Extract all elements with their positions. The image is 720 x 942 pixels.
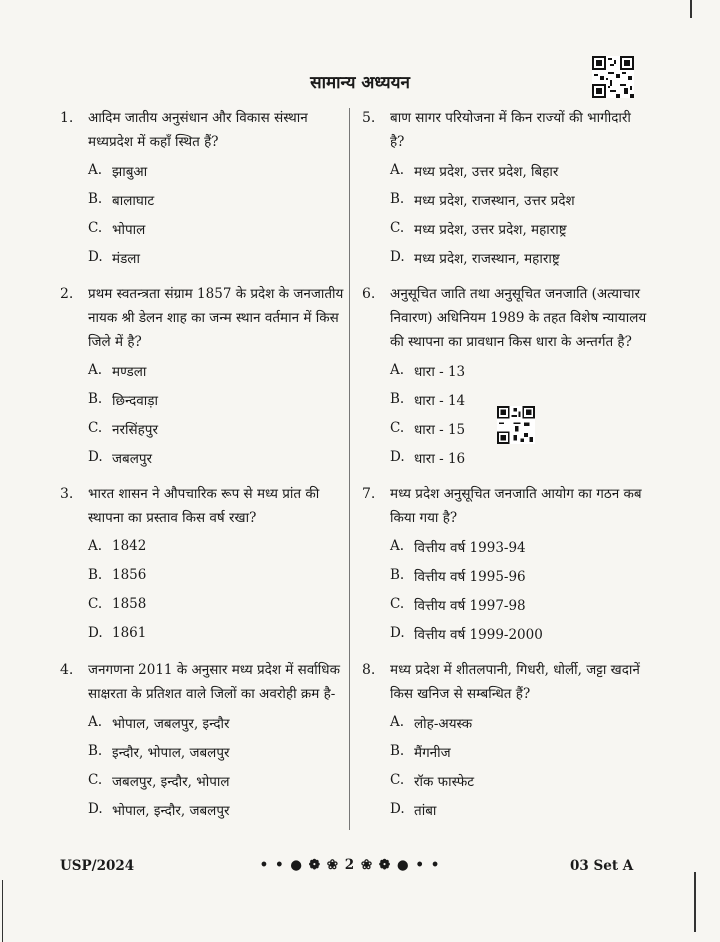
footer-set: 03 Set A bbox=[570, 858, 634, 874]
question-text: बाण सागर परियोजना में किन राज्यों की भागीदारी है? bbox=[390, 110, 631, 150]
option-label: D. bbox=[390, 449, 405, 465]
option-label: A. bbox=[390, 538, 405, 554]
option-label: D. bbox=[88, 249, 103, 265]
option bbox=[88, 801, 380, 830]
option bbox=[390, 743, 682, 772]
left-column bbox=[60, 106, 380, 830]
option-label: A. bbox=[88, 362, 103, 378]
option bbox=[390, 596, 682, 625]
option-label: C. bbox=[390, 220, 405, 236]
option bbox=[88, 596, 380, 625]
option bbox=[88, 625, 380, 654]
option bbox=[390, 191, 682, 220]
option-text: वित्तीय वर्ष 1995-96 bbox=[414, 569, 526, 585]
option-text: भोपाल, जबलपुर, इन्दौर bbox=[112, 716, 230, 732]
option bbox=[390, 391, 682, 420]
question-text: जनगणना 2011 के अनुसार मध्य प्रदेश में सर्वाधिक साक्षरता के प्रतिशत वाले जिलों का अवरोही क्रम है- bbox=[88, 662, 340, 702]
question-number: 6. bbox=[362, 286, 376, 302]
option-text: 1858 bbox=[112, 596, 147, 612]
option-label: A. bbox=[390, 362, 405, 378]
option-text: जबलपुर, इन्दौर, भोपाल bbox=[112, 774, 230, 790]
question-6 bbox=[362, 282, 682, 478]
option bbox=[390, 420, 682, 449]
option bbox=[390, 362, 682, 391]
option-label: A. bbox=[390, 714, 405, 730]
option bbox=[88, 449, 380, 478]
option-label: B. bbox=[88, 191, 103, 207]
option-label: D. bbox=[88, 625, 103, 641]
option bbox=[88, 191, 380, 220]
qr-code-icon bbox=[592, 56, 634, 98]
option bbox=[390, 538, 682, 567]
question-1 bbox=[60, 106, 380, 278]
right-column bbox=[362, 106, 682, 830]
option-text: नरसिंहपुर bbox=[112, 422, 158, 438]
option-label: C. bbox=[88, 772, 103, 788]
option bbox=[390, 625, 682, 654]
option bbox=[88, 362, 380, 391]
option bbox=[88, 743, 380, 772]
option-label: B. bbox=[88, 567, 103, 583]
option-label: D. bbox=[88, 449, 103, 465]
option bbox=[88, 220, 380, 249]
option-text: तांबा bbox=[414, 803, 437, 819]
option-text: वित्तीय वर्ष 1997-98 bbox=[414, 598, 526, 614]
question-number: 1. bbox=[60, 110, 74, 126]
option-text: धारा - 14 bbox=[414, 393, 466, 409]
option-text: भोपाल, इन्दौर, जबलपुर bbox=[112, 803, 230, 819]
option bbox=[390, 220, 682, 249]
option-text: मण्डला bbox=[112, 364, 147, 380]
option bbox=[390, 449, 682, 478]
question-number: 3. bbox=[60, 486, 74, 502]
option-text: मध्य प्रदेश, राजस्थान, महाराष्ट्र bbox=[414, 251, 560, 267]
scan-edge-line bbox=[694, 872, 696, 932]
option-text: मंडला bbox=[112, 251, 140, 267]
option bbox=[88, 162, 380, 191]
option-label: B. bbox=[390, 567, 405, 583]
option-label: D. bbox=[390, 625, 405, 641]
question-text: मध्य प्रदेश अनुसूचित जनजाति आयोग का गठन कब किया गया है? bbox=[390, 486, 642, 526]
option-label: D. bbox=[88, 801, 103, 817]
option bbox=[88, 249, 380, 278]
page-number-marker: • • ● ❁ ❀ 2 ❀ ❁ ● • • bbox=[259, 857, 441, 873]
option-text: 1842 bbox=[112, 538, 147, 554]
option-text: धारा - 15 bbox=[414, 422, 466, 438]
option-text: रॉक फास्फेट bbox=[414, 774, 475, 790]
option bbox=[88, 391, 380, 420]
option-text: वित्तीय वर्ष 1999-2000 bbox=[414, 627, 543, 643]
option bbox=[88, 714, 380, 743]
question-3 bbox=[60, 482, 380, 654]
question-text: आदिम जातीय अनुसंधान और विकास संस्थान मध्यप्रदेश में कहाँ स्थित हैं? bbox=[88, 110, 308, 150]
option-label: D. bbox=[390, 801, 405, 817]
option-label: B. bbox=[88, 391, 103, 407]
question-2 bbox=[60, 282, 380, 478]
option bbox=[390, 162, 682, 191]
option-text: मैंगनीज bbox=[414, 745, 451, 761]
option bbox=[88, 772, 380, 801]
page-title: सामान्य अध्ययन bbox=[310, 73, 410, 93]
option-label: B. bbox=[390, 391, 405, 407]
option-text: जबलपुर bbox=[112, 451, 153, 467]
option bbox=[88, 538, 380, 567]
option-label: C. bbox=[390, 772, 405, 788]
option-label: A. bbox=[88, 162, 103, 178]
question-text: मध्य प्रदेश में शीतलपानी, गिधरी, धोर्ली, जट्टा खदानें किस खनिज से सम्बन्धित हैं? bbox=[390, 662, 640, 702]
footer-code: USP/2024 bbox=[60, 858, 135, 874]
option bbox=[390, 801, 682, 830]
option-label: B. bbox=[88, 743, 103, 759]
option bbox=[390, 714, 682, 743]
option-text: धारा - 16 bbox=[414, 451, 466, 467]
question-8 bbox=[362, 658, 682, 830]
scan-edge-line bbox=[2, 880, 3, 942]
question-number: 2. bbox=[60, 286, 74, 302]
option-text: इन्दौर, भोपाल, जबलपुर bbox=[112, 745, 230, 761]
option-label: C. bbox=[88, 220, 103, 236]
option-label: C. bbox=[88, 420, 103, 436]
question-7 bbox=[362, 482, 682, 654]
option-label: A. bbox=[390, 162, 405, 178]
question-text: अनुसूचित जाति तथा अनुसूचित जनजाति (अत्याचार निवारण) अधिनियम 1989 के तहत विशेष न्यायालय की स्थापना का प्रावधान किस धारा के अन्तर्गत है? bbox=[390, 286, 647, 350]
scan-edge-line bbox=[690, 0, 692, 18]
option-label: D. bbox=[390, 249, 405, 265]
option-text: मध्य प्रदेश, उत्तर प्रदेश, महाराष्ट्र bbox=[414, 222, 567, 238]
question-number: 4. bbox=[60, 662, 74, 678]
option-text: बालाघाट bbox=[112, 193, 155, 209]
option bbox=[390, 772, 682, 801]
option-text: मध्य प्रदेश, उत्तर प्रदेश, बिहार bbox=[414, 164, 559, 180]
question-number: 5. bbox=[362, 110, 376, 126]
option-text: 1856 bbox=[112, 567, 147, 583]
option-label: A. bbox=[88, 714, 103, 730]
question-5 bbox=[362, 106, 682, 278]
option-label: B. bbox=[390, 191, 405, 207]
option-label: C. bbox=[88, 596, 103, 612]
option bbox=[390, 567, 682, 596]
question-number: 8. bbox=[362, 662, 376, 678]
option-label: B. bbox=[390, 743, 405, 759]
option-text: झाबुआ bbox=[112, 164, 148, 180]
option-label: A. bbox=[88, 538, 103, 554]
question-4 bbox=[60, 658, 380, 830]
question-number: 7. bbox=[362, 486, 376, 502]
option-text: मध्य प्रदेश, राजस्थान, उत्तर प्रदेश bbox=[414, 193, 575, 209]
option-text: छिन्दवाड़ा bbox=[112, 393, 159, 409]
option-text: 1861 bbox=[112, 625, 147, 641]
question-text: भारत शासन ने औपचारिक रूप से मध्य प्रांत की स्थापना का प्रस्ताव किस वर्ष रखा? bbox=[88, 486, 320, 526]
option-label: C. bbox=[390, 596, 405, 612]
option bbox=[88, 420, 380, 449]
option-label: C. bbox=[390, 420, 405, 436]
option-text: धारा - 13 bbox=[414, 364, 466, 380]
option-text: भोपाल bbox=[112, 222, 146, 238]
question-text: प्रथम स्वतन्त्रता संग्राम 1857 के प्रदेश के जनजातीय नायक श्री डेलन शाह का जन्म स्थान वर्तमान में किस जिले में है? bbox=[88, 286, 344, 350]
option-text: वित्तीय वर्ष 1993-94 bbox=[414, 540, 526, 556]
option-text: लोह-अयस्क bbox=[414, 716, 473, 732]
option bbox=[390, 249, 682, 278]
option bbox=[88, 567, 380, 596]
